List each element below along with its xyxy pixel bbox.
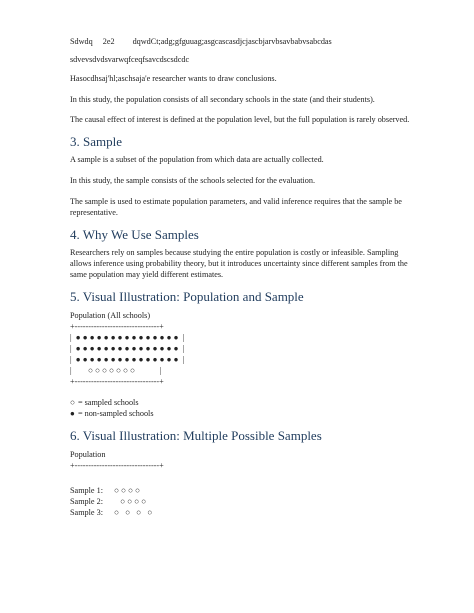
header-text-b: 2e2	[102, 37, 115, 46]
diagram-line: +-------------------------------+	[70, 377, 164, 386]
sample-row	[70, 485, 410, 496]
sample-label: Sample 1:	[70, 486, 103, 495]
section-3-paragraph-1: A sample is a subset of the population from which data are actually collected.	[70, 155, 324, 164]
diagram-line: | ● ● ● ● ● ● ● ● ● ● ● ● ● ● ● |	[70, 333, 185, 342]
section-4-paragraph-1: Researchers rely on samples because studying the entire population is costly or infeasible. Sampling allows inference using probability theory, but it introduces uncertainty since different samples from the same population may yield different estimates.	[70, 248, 408, 279]
header-line-2: sdvevsdvdsvarwqfceqfsavcdscsdcdc	[70, 55, 190, 64]
population-diagram	[70, 321, 410, 387]
sample-dots: ○ ○ ○ ○	[114, 486, 140, 495]
sample-row	[70, 496, 410, 507]
sample-row	[70, 507, 410, 518]
section-6-heading: 6. Visual Illustration: Multiple Possible Samples	[70, 428, 322, 443]
population-border: +-------------------------------+	[70, 461, 164, 470]
legend-sampled-text: = sampled schools	[77, 398, 139, 407]
population-label: Population (All schools)	[70, 311, 151, 320]
section-4-heading: 4. Why We Use Samples	[70, 227, 199, 242]
section-3-paragraph-3: The sample is used to estimate population parameters, and valid inference requires that the sample be representative.	[70, 197, 402, 217]
diagram-line: | ● ● ● ● ● ● ● ● ● ● ● ● ● ● ● |	[70, 355, 185, 364]
legend-non-sampled-text: = non-sampled schools	[77, 409, 154, 418]
sample-dots: ○ ○ ○ ○	[114, 508, 153, 517]
diagram-line: | ● ● ● ● ● ● ● ● ● ● ● ● ● ● ● |	[70, 344, 185, 353]
sample-label: Sample 3:	[70, 508, 103, 517]
header-line-3: Hasocdhsaj'hl;aschsaja'e researcher wants to draw conclusions.	[70, 74, 277, 83]
diagram-line: | ○ ○ ○ ○ ○ ○ ○ |	[70, 366, 162, 375]
open-circle-icon: ○	[70, 398, 75, 407]
section-5-heading: 5. Visual Illustration: Population and Sample	[70, 289, 304, 304]
document-content	[70, 36, 410, 518]
filled-circle-icon: ●	[70, 409, 75, 418]
sample-label: Sample 2:	[70, 497, 103, 506]
intro-paragraph-1: In this study, the population consists of all secondary schools in the state (and their students).	[70, 95, 375, 104]
header-text-a: Sdwdq	[70, 37, 93, 46]
section-3-heading: 3. Sample	[70, 134, 122, 149]
section-3-paragraph-2: In this study, the sample consists of the schools selected for the evaluation.	[70, 176, 316, 185]
sample-dots: ○ ○ ○ ○	[114, 497, 147, 506]
header-line-1	[70, 36, 410, 47]
population-label-2: Population	[70, 450, 106, 459]
intro-paragraph-2: The causal effect of interest is defined at the population level, but the full population is rarely observed.	[70, 115, 410, 124]
header-text-c: dqwdCt;adg;gfguuag;asgcascasdjcjascbjarvbsavbabvsabcdas	[132, 37, 332, 46]
legend-sampled	[70, 397, 410, 408]
samples-list	[70, 485, 410, 518]
legend-non-sampled	[70, 408, 410, 419]
diagram-line: +-------------------------------+	[70, 322, 164, 331]
